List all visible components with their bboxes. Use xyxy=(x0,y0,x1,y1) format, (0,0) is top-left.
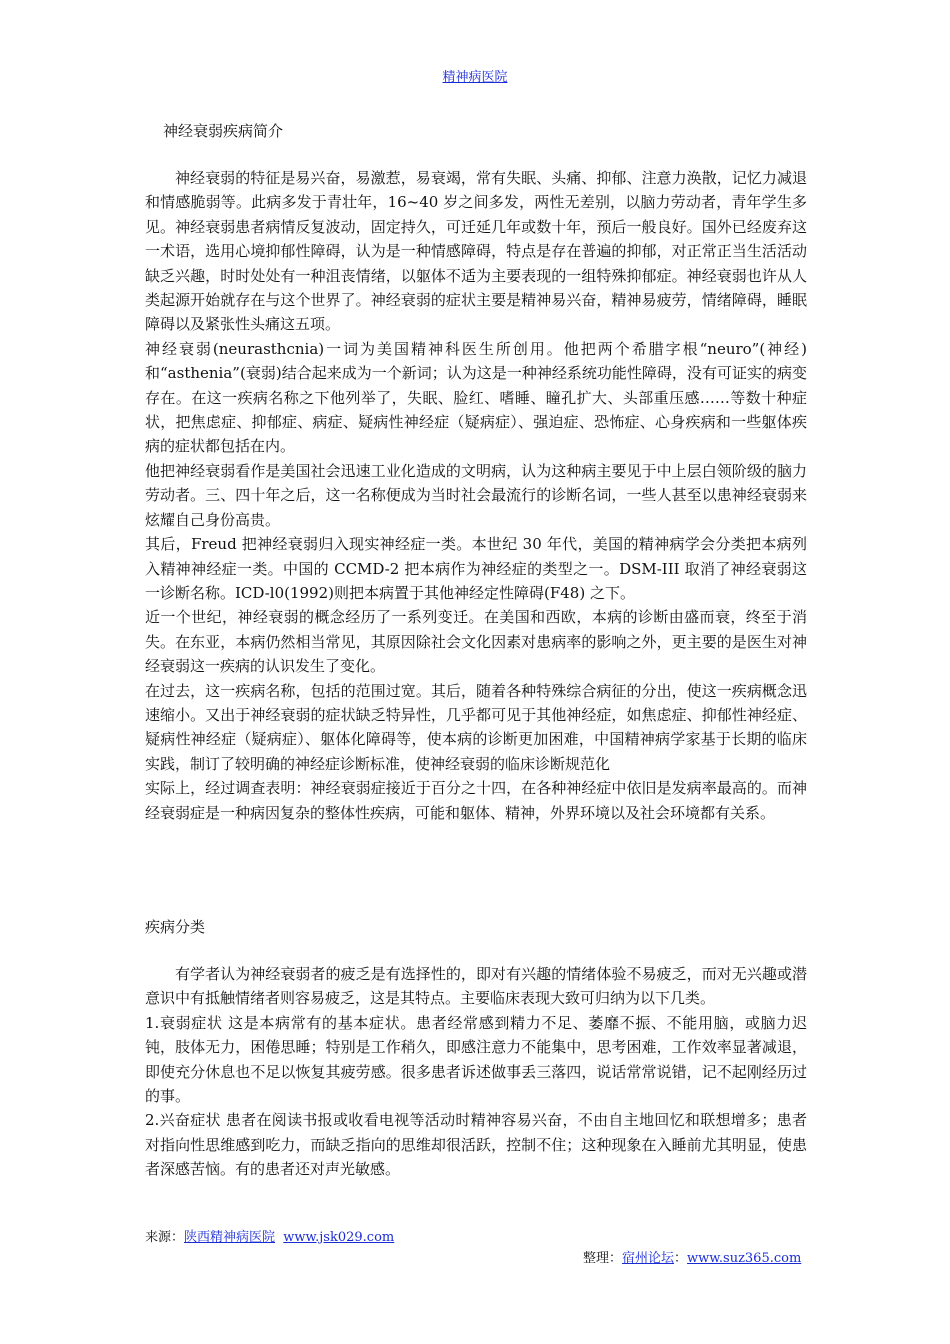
paragraph: 2.兴奋症状 患者在阅读书报或收看电视等活动时精神容易兴奋，不由自主地回忆和联想增多；患者对指向性思维感到吃力，而缺乏指向的思维却很活跃，控制不住；这种现象在入睡前尤其明显，使患者深感苦恼。有的患者还对声光敏感。 xyxy=(145,1111,807,1179)
paragraph: 神经衰弱的特征是易兴奋，易激惹，易衰竭，常有失眠、头痛、抑郁、注意力涣散，记忆力减退和情感脆弱等。此病多发于青壮年，16~40 岁之间多发，两性无差别，以脑力劳动者，青年学生多见。神经衰弱患者病情反复波动，固定持久，可迁延几年或数十年，预后一般良好。国外已经废弃这一术语，选用心境抑郁性障碍，认为是一种情感障碍，特点是存在普遍的抑郁，对正常正当生活活动缺乏兴趣，时时处处有一种沮丧情绪，以躯体不适为主要表现的一组特殊抑郁症。神经衰弱也许从人类起源开始就存在与这个世界了。神经衰弱的症状主要是精神易兴奋，精神易疲劳，情绪障碍，睡眠障碍以及紧张性头痛这五项。 xyxy=(145,169,807,334)
paragraph: 有学者认为神经衰弱者的疲乏是有选择性的，即对有兴趣的情绪体验不易疲乏，而对无兴趣或潜意识中有抵触情绪者则容易疲乏，这是其特点。主要临床表现大致可归纳为以下几类。 xyxy=(145,965,807,1008)
footer-editor-url-link[interactable]: www.suz365.com xyxy=(687,1251,802,1266)
paragraph: 1.衰弱症状 这是本病常有的基本症状。患者经常感到精力不足、萎靡不振、不能用脑，或脑力迟钝，肢体无力，困倦思睡；特别是工作稍久，即感注意力不能集中，思考困难，工作效率显著减退，即使充分休息也不足以恢复其疲劳感。很多患者诉述做事丢三落四，说话常常说错，记不起刚经历过的事。 xyxy=(145,1013,807,1106)
section-intro-body xyxy=(145,166,807,825)
footer-editor-name-link[interactable]: 宿州论坛 xyxy=(622,1251,675,1266)
paragraph: 他把神经衰弱看作是美国社会迅速工业化造成的文明病，认为这种病主要见于中上层白领阶级的脑力劳动者。三、四十年之后，这一名称便成为当时社会最流行的诊断名词，一些人甚至以患神经衰弱来炫耀自己身份高贵。 xyxy=(145,461,807,529)
paragraph: 近一个世纪，神经衰弱的概念经历了一系列变迁。在美国和西欧，本病的诊断由盛而衰，终至于消失。在东亚，本病仍然相当常见，其原因除社会文化因素对患病率的影响之外，更主要的是医生对神经衰弱这一疾病的认识发生了变化。 xyxy=(145,608,807,676)
section-classification-body xyxy=(145,962,807,1182)
paragraph: 在过去，这一疾病名称，包括的范围过宽。其后，随着各种特殊综合病征的分出，使这一疾病概念迅速缩小。又出于神经衰弱的症状缺乏特异性，几乎都可见于其他神经症，如焦虑症、抑郁性神经症、疑病性神经症（疑病症）、躯体化障碍等，使本病的诊断更加困难，中国精神病学家基于长期的临床实践，制订了较明确的神经症诊断标准，使神经衰弱的临床诊断规范化 xyxy=(145,681,807,773)
footer-source xyxy=(145,1226,394,1245)
section-title-classification: 疾病分类 xyxy=(145,918,206,936)
footer-editor xyxy=(583,1247,801,1266)
footer-source-label: 来源： xyxy=(145,1230,185,1245)
paragraph: 实际上，经过调查表明：神经衰弱症接近于百分之十四，在各种神经症中依旧是发病率最高的。而神经衰弱症是一种病因复杂的整体性疾病，可能和躯体、精神，外界环境以及社会环境都有关系。 xyxy=(145,779,807,822)
footer-source-name-link[interactable]: 陕西精神病医院 xyxy=(184,1230,276,1245)
paragraph: 其后，Freud 把神经衰弱归入现实神经症一类。本世纪 30 年代，美国的精神病学会分类把本病列入精神神经症一类。中国的 CCMD-2 把本病作为神经症的类型之一。DSM-III 取消了神经衰弱这一诊断名称。ICD-l0(1992)则把本病置于其他神经定性障碍(F48) 之下。 xyxy=(145,535,807,602)
footer-source-url-link[interactable]: www.jsk029.com xyxy=(283,1230,395,1245)
section-title-intro: 神经衰弱疾病简介 xyxy=(163,122,284,140)
footer-editor-separator: ： xyxy=(674,1251,688,1266)
paragraph: 神经衰弱(neurasthcnia)一词为美国精神科医生所创用。他把两个希腊字根“neuro”(神经)和“asthenia”(衰弱)结合起来成为一个新词；认为这是一种神经系统功能性障碍，没有可证实的病变存在。在这一疾病名称之下他列举了，失眠、脸红、嗜睡、瞳孔扩大、头部重压感……等数十种症状，把焦虑症、抑郁症、病症、疑病性神经症（疑病症）、强迫症、恐怖症、心身疾病和一些躯体疾病的症状都包括在内。 xyxy=(145,339,807,456)
header-hospital-link[interactable]: 精神病医院 xyxy=(442,70,508,85)
footer-editor-label: 整理： xyxy=(583,1251,623,1266)
